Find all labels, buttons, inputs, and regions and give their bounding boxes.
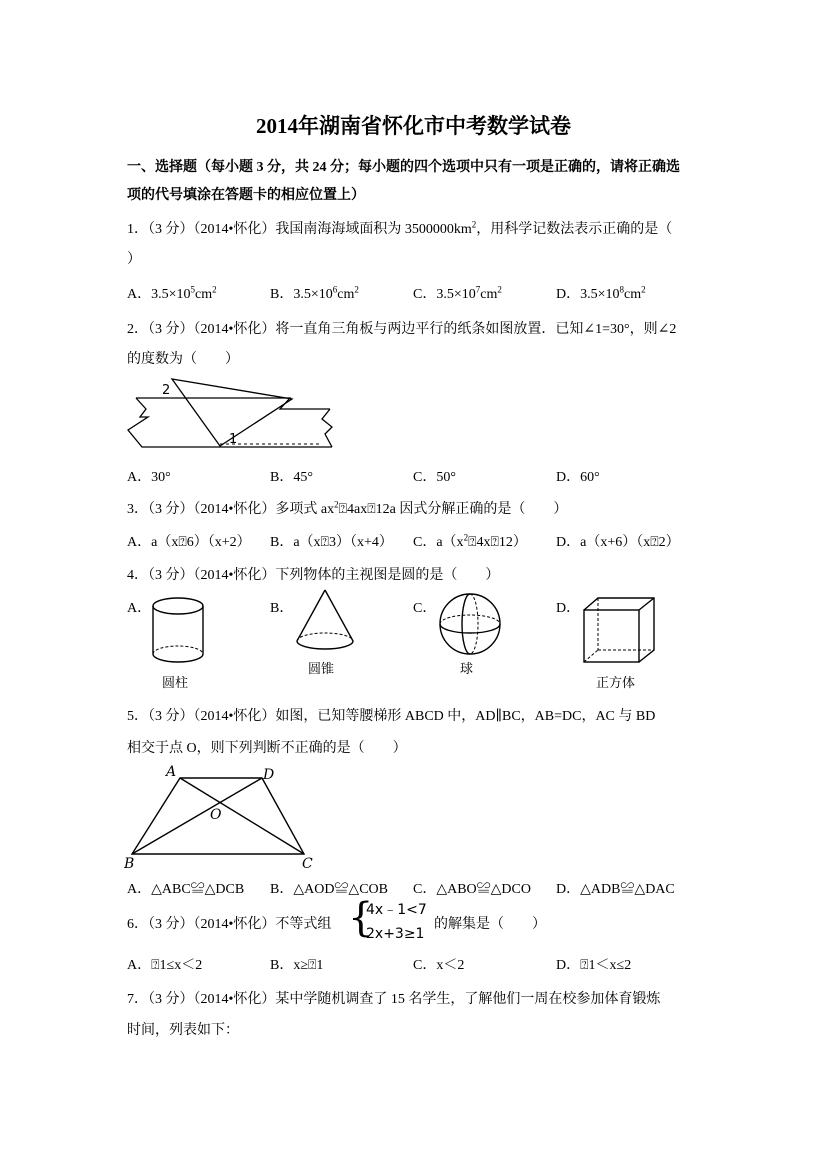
ineq-2: 2x+3≥1 [366,926,425,942]
q4-option-c: C． [413,601,437,616]
q1-sup: 2 [471,219,477,230]
q4-caption-cube: 正方体 [596,676,636,691]
q3-option-b: B．a（x⍰3）（x+4） [270,535,393,550]
q5-line2: 相交于点 O，则下列判断不正确的是（ ） [127,741,407,756]
q5-option-d: D．△ADB≌△DAC [556,882,675,897]
system-brace: { [348,895,374,941]
q6-option-a: A．⍰1≤x＜2 [127,958,203,973]
ineq-1: 4x﹣1<7 [366,902,427,918]
q2-angle-2-label: 2 [162,383,171,398]
q2-option-d: D．60° [556,470,600,485]
question-4: 4．（3 分）（2014•怀化）下列物体的主视图是圆的是（ ） [127,568,500,583]
q3-option-c: C．$a(x^2⍰4x⍰12)$ [413,532,527,550]
question-1 [127,218,672,238]
q1-option-d: D．$3.5\times 10^8cm^2$ [556,284,646,302]
q4-option-a: A． [127,601,152,616]
q1-option-b: B．$3.5\times 10^6cm^2$ [270,284,359,302]
sphere-figure [436,592,508,658]
q3-option-a: A．a（x⍰6）（x+2） [127,535,251,550]
vertex-d: D [263,767,275,783]
q4-caption-cylinder: 圆柱 [162,676,189,691]
vertex-a: A [166,764,177,780]
cone-figure [294,588,356,660]
q4-option-b: B． [270,601,294,616]
question-6: 6．（3 分）（2014•怀化）不等式组 [127,917,332,932]
q6-option-c: C．x＜2 [413,958,465,973]
section-heading: 一、选择题（每小题 3 分，共 24 分；每小题的四个选项中只有一项是正确的，请将正确选 [127,160,680,175]
q5-option-a: A．△ABC≌△DCB [127,882,245,897]
cube-figure [582,596,658,666]
q4-option-d: D． [556,601,581,616]
question-5: 5．（3 分）（2014•怀化）如图，已知等腰梯形 ABCD 中，AD∥BC，AB=DC，AC 与 BD [127,709,656,724]
q6-option-d: D．⍰1＜x≤2 [556,958,632,973]
q1-text: 1．（3 分）（2014•怀化）我国南海海域面积为 3500000km [127,222,472,237]
q1-option-c: C．$3.5\times 10^7cm^2$ [413,284,502,302]
vertex-c: C [302,856,313,872]
q1-line2: ） [127,252,141,267]
q6-text-post: 的解集是（ ） [434,917,546,932]
q2-line2: 的度数为（ ） [127,352,239,367]
q5-option-c: C．△ABO≌△DCO [413,882,531,897]
q1-option-a: A．$3.5\times 10^5cm^2$ [127,284,217,302]
question-2: 2．（3 分）（2014•怀化）将一直角三角板与两边平行的纸条如图放置．已知∠1=30°，则∠2 [127,322,677,337]
q2-option-b: B．45° [270,470,313,485]
q7-line2: 时间，列表如下： [127,1023,239,1038]
q5-option-b: B．△AOD≌△COB [270,882,388,897]
question-3: 3．（3 分）（2014•怀化）多项式 $ax^2⍰4ax⍰12a$ 因式分解正确的是（ ） [127,499,568,517]
q4-caption-cone: 圆锥 [308,662,335,677]
q6-option-b: B．x≥⍰1 [270,958,324,973]
page-title: 2014年湖南省怀化市中考数学试卷 [256,114,571,138]
cylinder-figure [150,596,210,668]
point-o: O [210,807,222,823]
q2-angle-1-label: 1 [229,432,238,447]
q1-text-post: ，用科学记数法表示正确的是（ [476,222,673,237]
q2-option-c: C．50° [413,470,456,485]
q2-figure [120,372,340,454]
q4-caption-sphere: 球 [460,662,474,677]
section-heading-cont: 项的代号填涂在答题卡的相应位置上） [127,188,365,203]
question-7: 7．（3 分）（2014•怀化）某中学随机调查了 15 名学生，了解他们一周在校参加体育锻炼 [127,992,661,1007]
q2-option-a: A．30° [127,470,171,485]
trapezoid-figure [122,762,322,870]
vertex-b: B [124,856,135,872]
q3-option-d: D．a（x+6）（x⍰2） [556,535,680,550]
